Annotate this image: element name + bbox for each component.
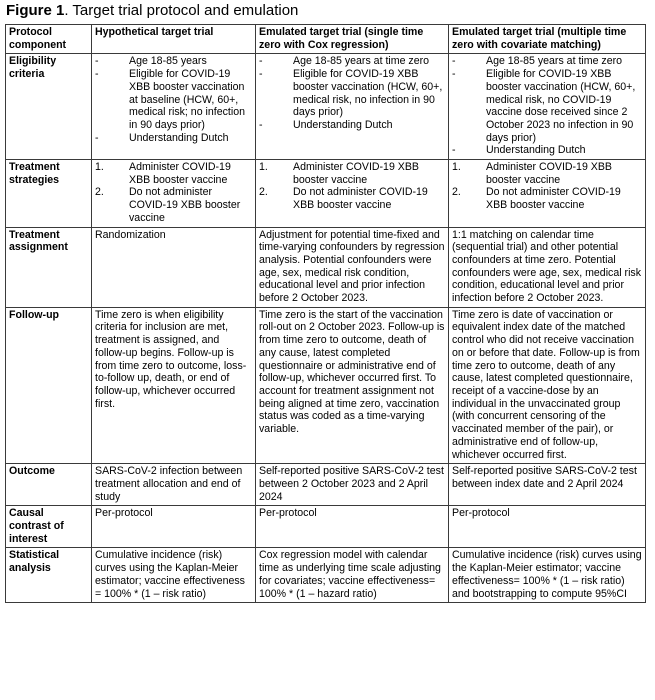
analysis-hypothetical: Cumulative incidence (risk) curves using the Kaplan-Meier estimator; vaccine effectiveness = 100% * (1 – risk ratio)	[92, 548, 256, 603]
list-item	[95, 132, 252, 145]
follow-up-hypothetical: Time zero is when eligibility criteria for inclusion are met, treatment is assigned, and follow-up begins. Follow-up is from time zero to outcome, loss-to-follow up, death, or end of follow-up, whichever occurred first.	[92, 307, 256, 463]
list-item	[452, 55, 642, 68]
row-follow-up	[6, 307, 646, 463]
number-marker: 1.	[259, 161, 268, 174]
list-item	[452, 161, 642, 186]
item-text: Understanding Dutch	[293, 118, 393, 131]
criteria-list	[259, 55, 445, 131]
dash-marker: -	[259, 55, 263, 68]
row-causal-contrast	[6, 506, 646, 548]
figure-caption: . Target trial protocol and emulation	[64, 2, 299, 19]
dash-marker: -	[259, 68, 263, 81]
analysis-multiple: Cumulative incidence (risk) curves using the Kaplan-Meier estimator; vaccine effectiveness= 100% * (1 – risk ratio) and bootstrapping to compute 95%CI	[449, 548, 646, 603]
header-emulated-multiple: Emulated target trial (multiple time zero with covariate matching)	[449, 25, 646, 54]
strategies-multiple	[449, 160, 646, 228]
number-marker: 2.	[259, 186, 268, 199]
row-outcome	[6, 464, 646, 506]
strategies-hypothetical	[92, 160, 256, 228]
strategy-list	[259, 161, 445, 212]
outcome-multiple: Self-reported positive SARS-CoV-2 test between index date and 2 April 2024	[449, 464, 646, 506]
dash-marker: -	[95, 68, 99, 81]
row-label-strategies: Treatment strategies	[6, 160, 92, 228]
list-item	[95, 68, 252, 132]
strategy-list	[95, 161, 252, 225]
item-text: Age 18-85 years at time zero	[293, 55, 430, 68]
follow-up-multiple: Time zero is date of vaccination or equivalent index date of the matched control who did not receive vaccination on or before that date. Follow-up is from time zero to outcome, death of any cause, latest completed questionnaire, receipt of a vaccine-dose by an individual in the unvaccinated group (with concurrent censoring of the vaccinated member of the pair), or administrative end of follow-up, whichever occurred first.	[449, 307, 646, 463]
dash-marker: -	[452, 55, 456, 68]
list-item	[95, 55, 252, 68]
assignment-single: Adjustment for potential time-fixed and time-varying confounders by regression analysis. Potential confounders were age, sex, medical risk condition, educational level and prior infection before 2 October 2023.	[256, 227, 449, 307]
assignment-multiple: 1:1 matching on calendar time (sequential trial) and other potential confounders at time zero. Potential confounders were age, sex, medical risk condition, educational level and prior infection before 2 October 2023.	[449, 227, 646, 307]
header-hypothetical: Hypothetical target trial	[92, 25, 256, 54]
header-protocol-component: Protocol component	[6, 25, 92, 54]
item-text: Administer COVID-19 XBB booster vaccine	[129, 161, 231, 186]
item-text: Administer COVID-19 XBB booster vaccine	[486, 161, 612, 186]
item-text: Do not administer COVID-19 XBB booster vaccine	[293, 186, 428, 212]
number-marker: 2.	[452, 186, 461, 199]
list-item	[259, 186, 445, 211]
list-item	[452, 144, 642, 157]
list-item	[259, 119, 445, 132]
item-text: Eligible for COVID-19 XBB booster vaccination (HCW, 60+, medical risk, no infection in 90 days prior)	[293, 68, 443, 119]
dash-marker: -	[95, 55, 99, 68]
follow-up-single: Time zero is the start of the vaccination roll-out on 2 October 2023. Follow-up is from time zero to outcome, death of any cause, latest completed questionnaire or administrative end of follow-up, whichever occurred first. To account for treatment assignment not being aligned at time zero, vaccination status was coded as a time-varying variable.	[256, 307, 449, 463]
contrast-multiple: Per-protocol	[449, 506, 646, 548]
row-label-statistical-analysis: Statistical analysis	[6, 548, 92, 603]
list-item	[95, 186, 252, 224]
analysis-single: Cox regression model with calendar time as underlying time scale adjusting for covariates; vaccine effectiveness= 100% * (1 – hazard ratio)	[256, 548, 449, 603]
row-label-causal-contrast: Causal contrast of interest	[6, 506, 92, 548]
strategy-list	[452, 161, 642, 212]
contrast-single: Per-protocol	[256, 506, 449, 548]
list-item	[259, 55, 445, 68]
header-emulated-single: Emulated target trial (single time zero with Cox regression)	[256, 25, 449, 54]
row-statistical-analysis	[6, 548, 646, 603]
item-text: Do not administer COVID-19 XBB booster vaccine	[129, 186, 241, 224]
list-item	[452, 68, 642, 144]
row-treatment-assignment	[6, 227, 646, 307]
dash-marker: -	[452, 144, 456, 157]
list-item	[95, 161, 252, 186]
item-text: Do not administer COVID-19 XBB booster vaccine	[486, 186, 621, 212]
number-marker: 1.	[452, 161, 461, 174]
row-label-follow-up: Follow-up	[6, 307, 92, 463]
list-item	[452, 186, 642, 211]
list-item	[259, 68, 445, 119]
list-item	[259, 161, 445, 186]
eligibility-hypothetical	[92, 54, 256, 160]
item-text: Administer COVID-19 XBB booster vaccine	[293, 161, 419, 186]
criteria-list	[95, 55, 252, 144]
assignment-hypothetical: Randomization	[92, 227, 256, 307]
dash-marker: -	[95, 131, 99, 144]
eligibility-multiple	[449, 54, 646, 160]
number-marker: 1.	[95, 161, 104, 174]
item-text: Understanding Dutch	[129, 131, 229, 144]
dash-marker: -	[452, 68, 456, 81]
figure-label: Figure 1	[6, 2, 65, 19]
strategies-single	[256, 160, 449, 228]
header-row	[6, 25, 646, 54]
protocol-table	[5, 24, 646, 603]
row-label-outcome: Outcome	[6, 464, 92, 506]
row-treatment-strategies	[6, 160, 646, 228]
row-label-eligibility: Eligibility criteria	[6, 54, 92, 160]
criteria-list	[452, 55, 642, 157]
row-label-assignment: Treatment assignment	[6, 227, 92, 307]
outcome-single: Self-reported positive SARS-CoV-2 test between 2 October 2023 and 2 April 2024	[256, 464, 449, 506]
eligibility-single	[256, 54, 449, 160]
item-text: Eligible for COVID-19 XBB booster vaccination (HCW, 60+, medical risk, no COVID-19 vaccine dose received since 2 October 2023 no infection in 90 days prior)	[486, 68, 636, 144]
item-text: Age 18-85 years at time zero	[486, 55, 623, 68]
item-text: Age 18-85 years	[129, 55, 207, 68]
dash-marker: -	[259, 118, 263, 131]
item-text: Eligible for COVID-19 XBB booster vaccination at baseline (HCW, 60+, medical risk; no infection in 90 days prior)	[129, 68, 245, 131]
item-text: Understanding Dutch	[486, 144, 586, 157]
row-eligibility	[6, 54, 646, 160]
contrast-hypothetical: Per-protocol	[92, 506, 256, 548]
outcome-hypothetical: SARS-CoV-2 infection between treatment allocation and end of study	[92, 464, 256, 506]
number-marker: 2.	[95, 186, 104, 199]
figure-title	[6, 2, 298, 20]
